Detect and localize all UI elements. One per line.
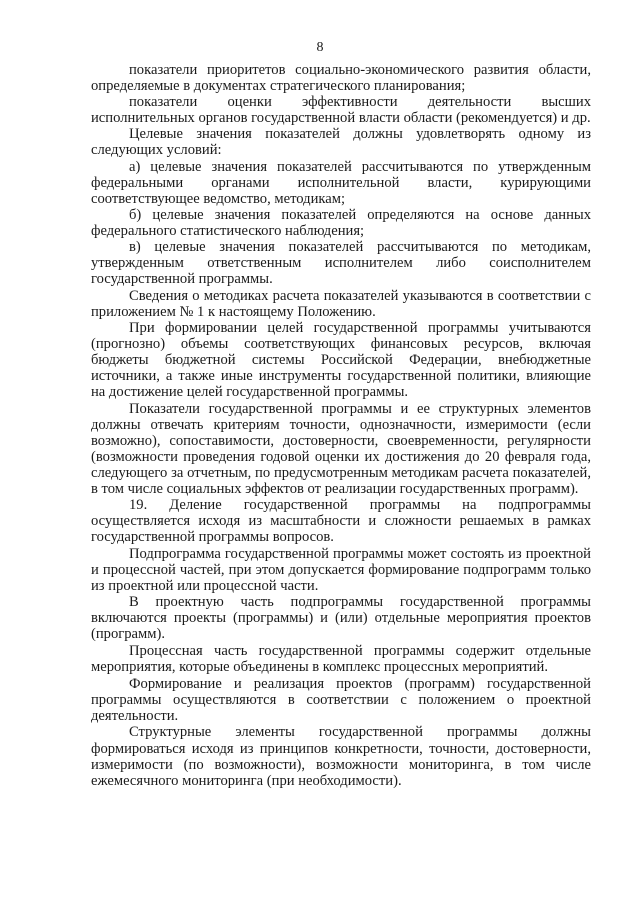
paragraph-process-part: Процессная часть государственной программы содержит отдельные мероприятия, которые объединены в комплекс процессных мероприятий. [91, 643, 591, 676]
paragraph-target-values: Целевые значения показателей должны удовлетворять одному из следующих условий: [91, 126, 591, 159]
paragraph-structural-elements: Структурные элементы государственной программы должны формироваться исходя из принципов конкретности, точности, достоверности, измеримости (по возможности), возможности мониторинга, в том числе ежемесячного мониторинга (при необходимости). [91, 724, 591, 789]
paragraph-section-19: 19. Деление государственной программы на подпрограммы осуществляется исходя из масштабности и сложности решаемых в рамках государственной программы вопросов. [91, 497, 591, 546]
paragraph-efficiency-indicators: показатели оценки эффективности деятельности высших исполнительных органов государственной власти области (рекомендуется) и др. [91, 94, 591, 127]
paragraph-condition-b: б) целевые значения показателей определяются на основе данных федерального статистического наблюдения; [91, 206, 591, 239]
paragraph-project-part: В проектную часть подпрограммы государственной программы включаются проекты (программы) и (или) отдельные мероприятия проектов (программ). [91, 594, 591, 643]
paragraph-condition-c: в) целевые значения показателей рассчитываются по методикам, утвержденным ответственным исполнителем либо соисполнителем государственной программы. [91, 239, 591, 288]
paragraph-subprogram-structure: Подпрограмма государственной программы может состоять из проектной и процессной частей, при этом допускается формирование подпрограмм только из проектной или процессной части. [91, 545, 591, 594]
paragraph-methods-info: Сведения о методиках расчета показателей указываются в соответствии с приложением № 1 к настоящему Положению. [91, 287, 591, 320]
paragraph-financial-resources: При формировании целей государственной программы учитываются (прогнозно) объемы соответствующих финансовых ресурсов, включая бюджеты бюджетной системы Российской Федерации, внебюджетные источники, а также иные инструменты государственной политики, влияющие на достижение целей государственной программы. [91, 319, 591, 401]
paragraph-condition-a: а) целевые значения показателей рассчитываются по утвержденным федеральными органами исполнительной власти, курирующими соответствующее ведомство, методикам; [91, 158, 591, 207]
paragraph-project-implementation: Формирование и реализация проектов (программ) государственной программы осуществляются в соответствии с положением о проектной деятельности. [91, 675, 591, 724]
paragraph-priority-indicators: показатели приоритетов социально-экономического развития области, определяемые в документах стратегического планирования; [91, 62, 591, 95]
paragraph-indicator-criteria: Показатели государственной программы и ее структурных элементов должны отвечать критериям точности, однозначности, измеримости (если возможно), сопоставимости, достоверности, своевременности, регулярности (возможности проведения годовой оценки их достижения до 20 февраля года, следующего за отчетным, по предусмотренным методикам расчета показателей, в том числе социальных эффектов от реализации государственных программ). [91, 400, 591, 497]
page-number: 8 [316, 40, 324, 55]
document-body [91, 62, 591, 789]
